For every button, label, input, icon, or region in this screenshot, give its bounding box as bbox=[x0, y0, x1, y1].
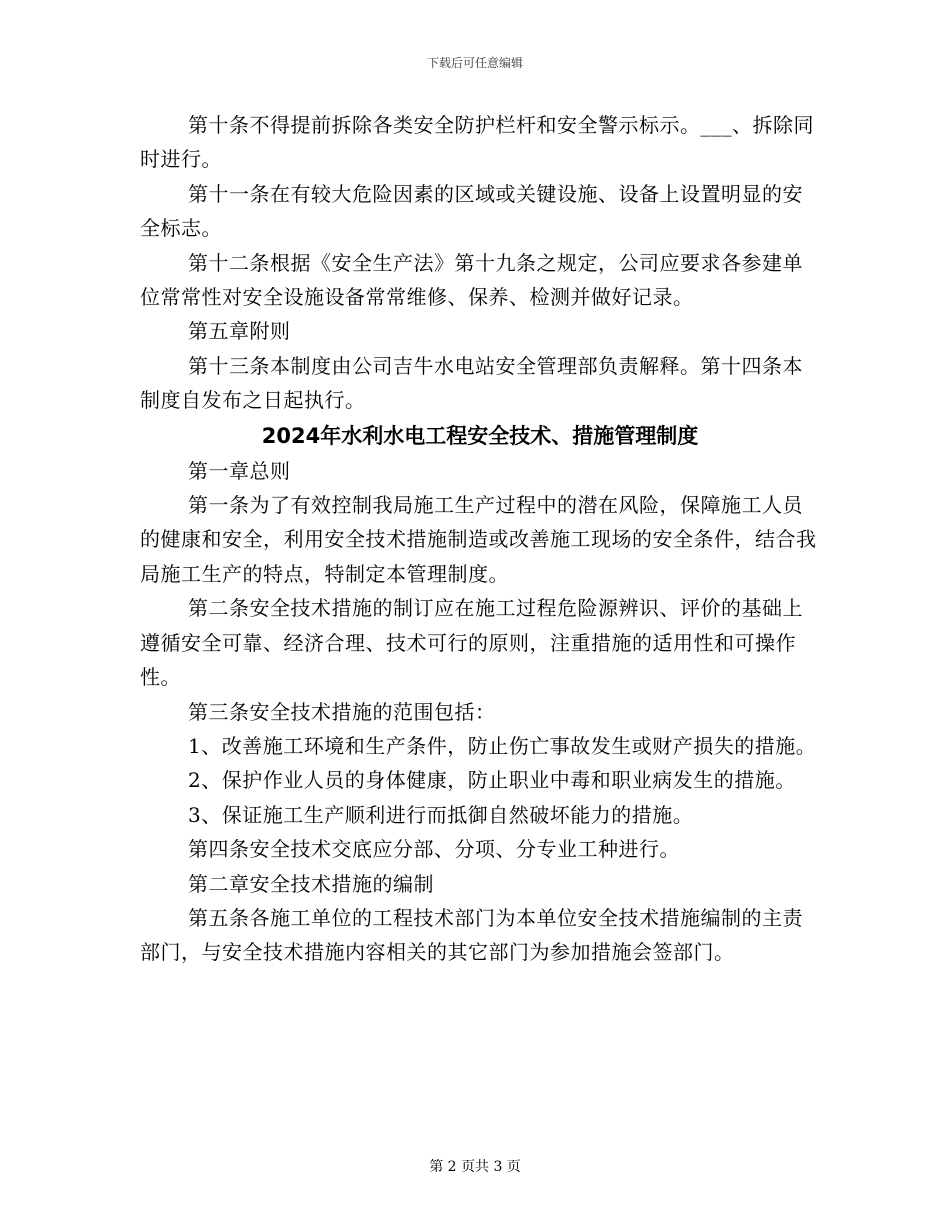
paragraph-article-11: 第十一条在有较大危险因素的区域或关键设施、设备上设置明显的安全标志。 bbox=[140, 181, 803, 241]
chapter-heading-5: 第五章附则 bbox=[188, 319, 291, 344]
document-body bbox=[140, 108, 820, 970]
list-item-3: 3、保证施工生产顺利进行而抵御自然破坏能力的措施。 bbox=[188, 802, 694, 827]
paragraph-article-1: 第一条为了有效控制我局施工生产过程中的潜在风险，保障施工人员的健康和安全，利用安全技术措施制造或改善施工现场的安全条件，结合我局施工生产的特点，特制定本管理制度。 bbox=[140, 493, 817, 586]
paragraph-article-3: 第三条安全技术措施的范围包括： bbox=[188, 699, 496, 724]
chapter-heading-2: 第二章安全技术措施的编制 bbox=[188, 871, 434, 896]
paragraph-article-12: 第十二条根据《安全生产法》第十九条之规定，公司应要求各参建单位常常性对安全设施设备常常维修、保养、检测并做好记录。 bbox=[140, 250, 803, 310]
chapter-heading-1: 第一章总则 bbox=[188, 458, 291, 483]
paragraph-article-5: 第五条各施工单位的工程技术部门为本单位安全技术措施编制的主责部门，与安全技术措施内容相关的其它部门为参加措施会签部门。 bbox=[140, 905, 803, 965]
page-footer: 第 2 页共 3 页 bbox=[429, 1159, 521, 1175]
paragraph-article-13-14: 第十三条本制度由公司吉牛水电站安全管理部负责解释。第十四条本制度自发布之日起执行。 bbox=[140, 353, 803, 413]
list-item-2: 2、保护作业人员的身体健康，防止职业中毒和职业病发生的措施。 bbox=[188, 768, 796, 793]
section-title: 2024年水利水电工程安全技术、措施管理制度 bbox=[261, 423, 699, 448]
page-header: 下载后可任意编辑 bbox=[426, 56, 523, 70]
paragraph-article-2: 第二条安全技术措施的制订应在施工过程危险源辨识、评价的基础上遵循安全可靠、经济合理、技术可行的原则，注重措施的适用性和可操作性。 bbox=[140, 596, 803, 690]
paragraph-article-10: 第十条不得提前拆除各类安全防护栏杆和安全警示标示。___、拆除同时进行。 bbox=[140, 113, 814, 172]
list-item-1: 1、改善施工环境和生产条件，防止伤亡事故发生或财产损失的措施。 bbox=[188, 733, 817, 758]
paragraph-article-4: 第四条安全技术交底应分部、分项、分专业工种进行。 bbox=[188, 837, 680, 862]
